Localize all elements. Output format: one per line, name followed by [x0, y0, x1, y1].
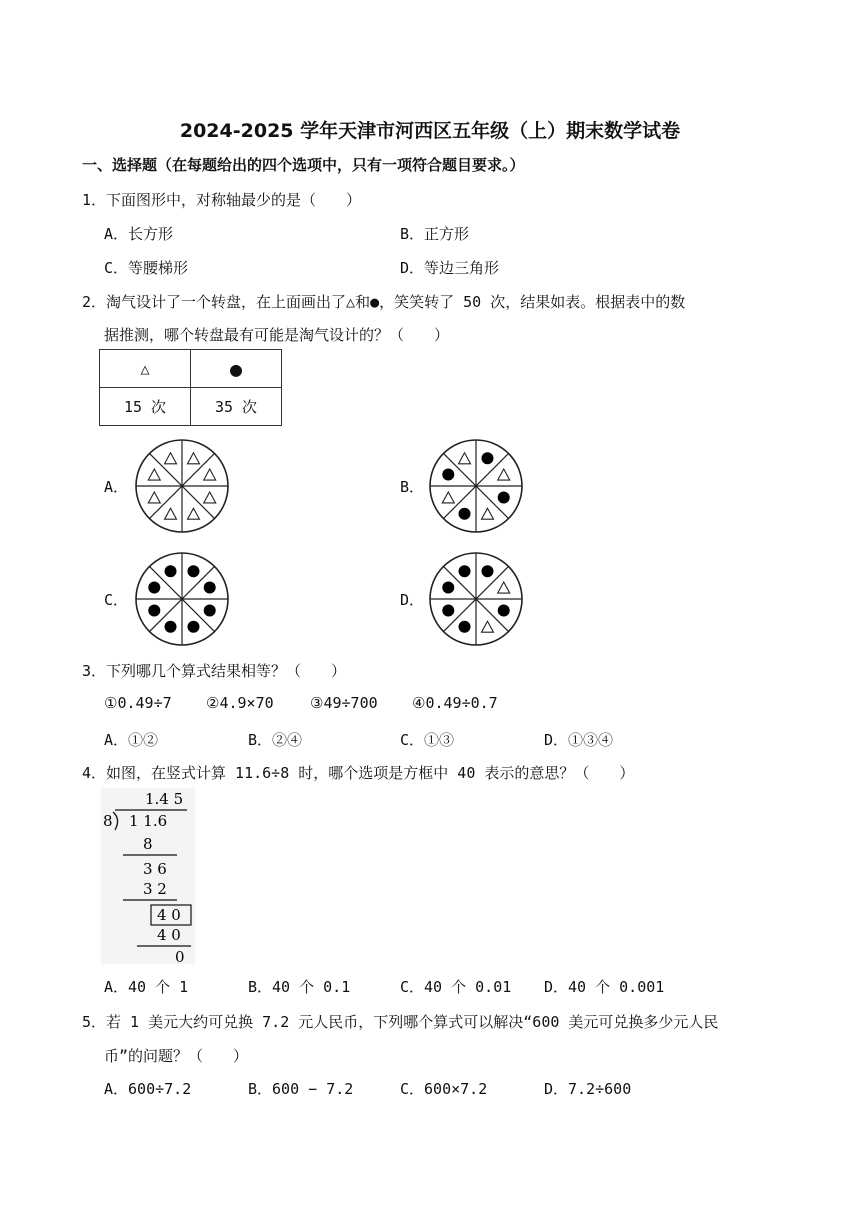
q4-option-c[interactable]: C．40 个 0.01 [400, 978, 512, 996]
q3-option-d[interactable]: D．①③④ [544, 731, 614, 749]
quotient: 1.4 5 [145, 790, 184, 808]
dot-mark [459, 508, 471, 520]
dot-mark [459, 621, 471, 633]
division-row-1: 8 [143, 835, 153, 853]
section-heading: 一、选择题（在每题给出的四个选项中，只有一项符合题目要求。） [82, 156, 525, 174]
result-table [99, 349, 282, 426]
question-5-stem-line1: 5．若 1 美元大约可兑换 7.2 元人民币，下列哪个算式可以解决“600 美元可兑换多少元人民 [82, 1013, 719, 1031]
dot-mark [204, 582, 216, 594]
table-value-triangle: 15 次 [100, 388, 191, 426]
spinner-a[interactable] [132, 436, 232, 536]
question-1-stem: 1．下面图形中，对称轴最少的是（ ） [82, 191, 362, 209]
division-row-3: 3 2 [143, 880, 167, 898]
divisor: 8 [103, 812, 113, 830]
q2-option-d-label[interactable]: D． [400, 591, 425, 609]
q3-option-b[interactable]: B．②④ [248, 731, 303, 749]
table-value-dot: 35 次 [191, 388, 282, 426]
q3-expr-3: ③49÷700 [310, 694, 378, 712]
spinner-c[interactable] [132, 549, 232, 649]
q2-option-a-label[interactable]: A． [104, 478, 129, 496]
q1-option-d[interactable]: D．等边三角形 [400, 259, 500, 277]
dividend: 1 1.6 [129, 812, 168, 830]
dot-mark [148, 582, 160, 594]
q5-option-d[interactable]: D．7.2÷600 [544, 1080, 632, 1098]
division-row-4: 4 0 [157, 906, 181, 924]
dot-mark [481, 565, 493, 577]
q4-option-a[interactable]: A．40 个 1 [104, 978, 189, 996]
question-2-stem-line2: 据推测，哪个转盘最有可能是淘气设计的？（ ） [104, 326, 450, 344]
page-title: 2024-2025 学年天津市河西区五年级（上）期末数学试卷 [179, 120, 681, 142]
q3-expr-2: ②4.9×70 [206, 694, 274, 712]
q2-option-c-label[interactable]: C． [104, 591, 129, 609]
question-5-stem-line2: 币”的问题？（ ） [104, 1047, 249, 1065]
division-row-6: 0 [175, 948, 185, 964]
q2-option-b-label[interactable]: B． [400, 478, 425, 496]
dot-mark [442, 604, 454, 616]
dot-mark [442, 469, 454, 481]
q3-expr-1: ①0.49÷7 [104, 694, 172, 712]
q1-option-c[interactable]: C．等腰梯形 [104, 259, 189, 277]
dot-mark [165, 621, 177, 633]
dot-mark [459, 565, 471, 577]
q4-option-b[interactable]: B．40 个 0.1 [248, 978, 351, 996]
division-row-2: 3 6 [143, 860, 167, 878]
dot-mark [498, 604, 510, 616]
dot-mark [498, 491, 510, 503]
dot-mark [442, 582, 454, 594]
table-header-dot: ● [191, 350, 282, 388]
dot-mark [187, 565, 199, 577]
q3-option-a[interactable]: A．①② [104, 731, 159, 749]
q3-expr-4: ④0.49÷0.7 [412, 694, 498, 712]
q4-option-d[interactable]: D．40 个 0.001 [544, 978, 665, 996]
dot-mark [148, 604, 160, 616]
q5-option-b[interactable]: B．600 − 7.2 [248, 1080, 354, 1098]
q3-option-c[interactable]: C．①③ [400, 731, 455, 749]
division-row-5: 4 0 [157, 926, 181, 944]
dot-mark [204, 604, 216, 616]
q5-option-a[interactable]: A．600÷7.2 [104, 1080, 192, 1098]
long-division-figure [101, 788, 195, 964]
dot-mark [165, 565, 177, 577]
question-2-stem-line1: 2．淘气设计了一个转盘，在上面画出了△和●，笑笑转了 50 次，结果如表。根据表中的数 [82, 293, 686, 311]
table-header-triangle: △ [100, 350, 191, 388]
dot-mark [481, 452, 493, 464]
spinner-d[interactable] [426, 549, 526, 649]
q5-option-c[interactable]: C．600×7.2 [400, 1080, 488, 1098]
q1-option-a[interactable]: A．长方形 [104, 225, 174, 243]
q1-option-b[interactable]: B．正方形 [400, 225, 470, 243]
question-3-stem: 3．下列哪几个算式结果相等？（ ） [82, 662, 347, 680]
dot-mark [187, 621, 199, 633]
question-4-stem: 4．如图，在竖式计算 11.6÷8 时，哪个选项是方框中 40 表示的意思？（ ） [82, 764, 635, 782]
spinner-b[interactable] [426, 436, 526, 536]
